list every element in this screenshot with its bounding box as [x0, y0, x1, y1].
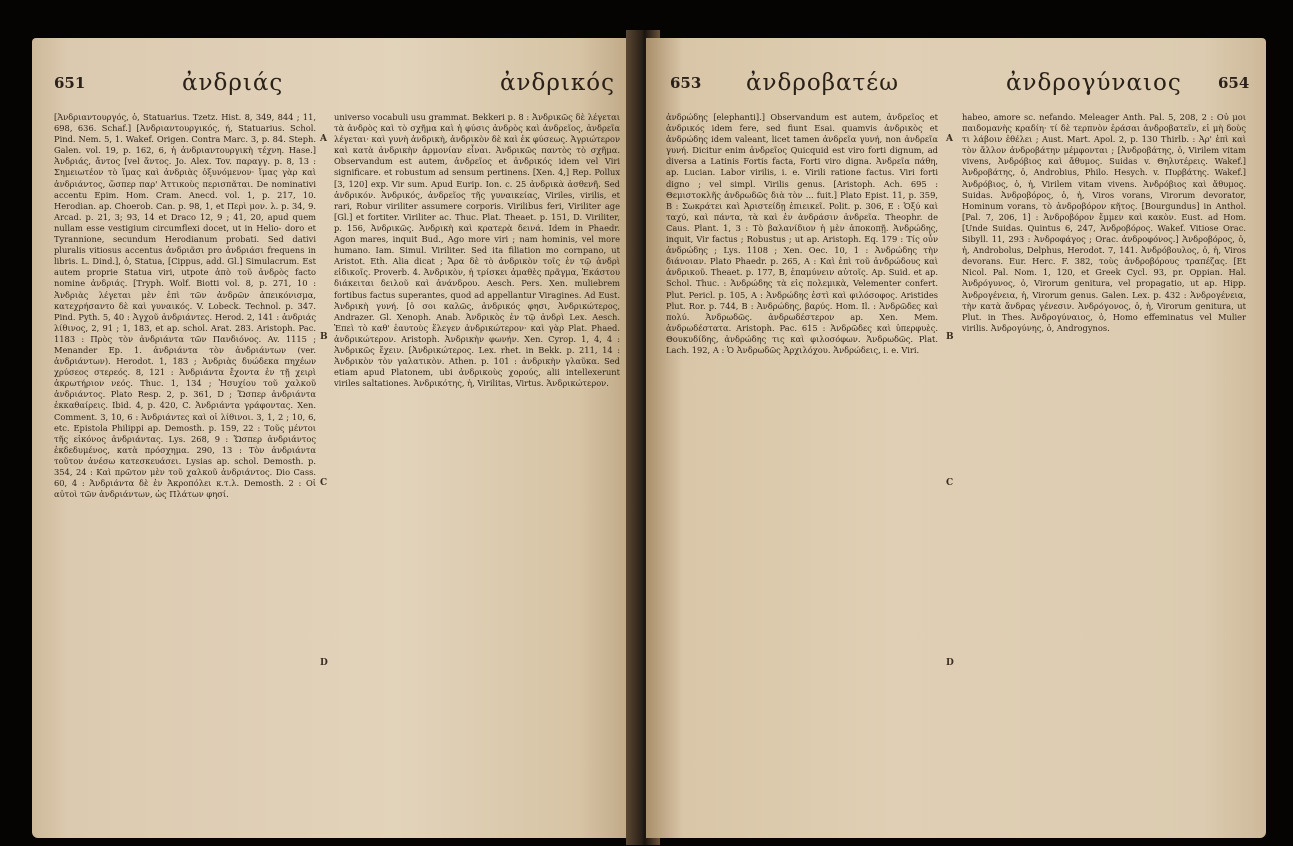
left-page [32, 38, 640, 838]
section-letter-b-right: B [946, 332, 954, 342]
page-number-right: 653 [670, 74, 702, 92]
column-b [334, 112, 620, 822]
page-number-left: 651 [54, 74, 86, 92]
page-number-right-2: 654 [1218, 74, 1250, 92]
section-letter-d-right: D [946, 658, 954, 668]
right-page [646, 38, 1266, 838]
section-letter-b: B [320, 332, 328, 342]
headword-right: ἀνδροβατέω [746, 70, 899, 96]
headword-left-2: ἀνδρικός [500, 70, 616, 96]
headword-right-2: ἀνδρογύναιος [1006, 70, 1182, 96]
section-letter-a-right: A [946, 134, 953, 144]
column-b-text: universo vocabuli usu grammat. Bekkeri p. 8 : Ἀνδρικῶς δὲ λέγεται τὰ ἀνδρὸς καὶ τὸ σχῆμα καὶ ἡ φύσις ἀνδρὸς καὶ ἀνδρεῖος, ἀνδρεῖα λέγεται· καὶ γυνὴ ἀνδρικὴ, ἀνδρικὸν δὲ καὶ ἐκ φύσεως. Ἀγριώτερον καὶ κατὰ ἀνδρικὴν ἁρμονίαν εἶναι. Ἀνδρικῶς παντὸς τὸ σχῆμα. Observandum est autem, ἀνδρεῖος et ἀνδρικός idem vel Viri significare. et robustum ad sensum pertinens. [Xen. 4,] Rep. Pollux [3, 120] exp. Vir sum. Apud Eurip. Ion. c. 25 ἀνδρικὰ ἀσθενῆ. Sed ἀνδρικόν. Ἀνδρικός, ἀνδρεῖος τῆς γυναικείας, Viriles, virilis, et rari, Robur viriliter assumere corporis. Virilibus feri, Viriliter age [Gl.] et fortiter. Viriliter ac. Thuc. Plat. Theaet. p. 151, D. Viriliter, p. 156, Ἀνδρικῶς. Ἀνδρικὴ καὶ κρατερὰ δεινά. Idem in Phaedr. Agon mares, inquit Bud., Ago more viri ; nam hominis, vel more humano. Iam. Simul. Viriliter. Sed ita filiation mo cornpano, ut Aristot. Eth. Alia dicat ; Ἄρα δὲ τὸ ἀνδρικὸν τοῖς ἐν τῷ ἀνδρὶ εἰδικοῖς. Proverb. 4. Ἀνδρικὸν, ἡ τρίσκει ἀμαθὲς πρᾶγμα, Ἑκάστου διάκειται δειλοῦ καὶ ἀνάνδρου. Aesch. Pers. Xen. muliebrem fortibus factus superantes, quod ad appellantur Viragines. Ad Eust. Ἀνδρικὴ γυνή. [ὁ σοι καλῶς, ἀνδρικός φησι, Ἀνδρικώτερος, Andrazer. Gl. Xenoph. Anab. Ἀνδρικὸς ἐν τῷ ἀνδρὶ Lex. Aesch. Ἐπεὶ τὸ καθ' ἑαυτοὺς ἕλεγεν ἀνδρικώτερον· καὶ γὰρ Plat. Phaed. ἀνδρικώτερον. Aristoph. Ἀνδρικὴν φωνήν. Xen. Cyrop. 1, 4, 4 : Ἀνδρικῶς ἔχειν. [Ἀνδρικώτερος. Lex. rhet. in Bekk. p. 211, 14 : Ἀνδρικὸν τὸν γαλατικὸν. Athen. p. 101 : ἀνδρικὴν γλαῦκα. Sed etiam apud Platonem, ubi ἀνδρικοὺς χορούς, alii intellexerunt viriles saltationes. Ἀνδρικότης, ἡ, Virilitas, Virtus. Ἀνδρικώτερον. [334, 112, 620, 389]
section-letter-d: D [320, 658, 328, 668]
column-a [54, 112, 316, 822]
column-c [666, 112, 938, 822]
right-page-header [646, 70, 1266, 104]
column-d [962, 112, 1246, 822]
section-letter-c-right: C [946, 478, 954, 488]
column-a-text: [Ἀνδριαντουργός, ὁ, Statuarius. Tzetz. Hist. 8, 349, 844 ; 11, 698, 636. Schaf.] [Ἀνδριαντουργικός, ή, Statuarius. Schol. Pind. Nem. 5, 1. Wakef. Origen. Contra Marc. 3, p. 84. Steph. Galen. vol. 19, p. 162, 6, ἡ ἀνδριαντουργικὴ τέχνη. Hase.] Ἀνδριάς, ἄντος [vel ἄντος. Jo. Alex. Tov. παραγγ. p. 8, 13 : Σημειωτέον τὸ ἴμας καὶ ἀνδριὰς ὀξυνόμενον· ἴμας γὰρ καὶ ἀνδριάντος, ὥσπερ παρ' Ἀττικοὺς περισπᾶται. De nominativi accentu Epim. Hom. Cram. Anecd. vol. 1, p. 217, 10. Herodian. ap. Choerob. Can. p. 98, 1, et Περὶ μον. λ. p. 34, 9. Arcad. p. 21, 3; 93, 14 et Draco 12, 9 ; 41, 20, apud quem nullam esse vestigium circumflexi docet, ut in Helio- doro et Tyrannione, secundum Herodianum probati. Sed dativi pluralis vitiosus accentus ἀνδριᾶσι pro ἀνδριάσι frequens in libris. L. Dind.], ὁ, Statua, [Cippus, add. Gl.] Simulacrum. Est autem proprie Statua viri, utpote ἀπὸ τοῦ ἀνδρὸς facto nomine ἀνδριάς. [Tryph. Wolf. Biotti vol. 8, p. 271, 10 : Ἀνδριὰς λέγεται μὲν ἐπὶ τῶν ἀνδρῶν ἀπεικόνισμα, κατεχρήσαντο δὲ καὶ γυναικός. V. Lobeck. Technol. p. 347. Pind. Pyth. 5, 40 : Ἀγχοῦ ἀνδριάντες. Herod. 2, 141 : ἀνδριάς λίθινος, 2, 91 ; 1, 183, et ap. schol. Arat. 283. Aristoph. Pac. 1183 : Πρὸς τὸν ἀνδριάντα τῶν Πανδιόνος. Av. 1115 ; Menander Ep. 1. ἀνδριάντα τὸν ἀνδριάντων (ver. ἀνδριάντων). Herodot. 1, 183 ; Ἀνδριὰς δυώδεκα πηχέων χρύσεος στερεός. 8, 121 : Ἀνδριάντα ἔχοντα ἐν τῇ χειρὶ ἀκρωτήριον νεός. Thuc. 1, 134 ; Ἡσυχίου τοῦ χαλκοῦ ἀνδριάντος. Plato Resp. 2, p. 361, D ; Ὥσπερ ἀνδριάντα ἐκκαθαίρεις. Ibid. 4, p. 420, C. Ἀνδριάντα γράφοντας. Xen. Comment. 3, 10, 6 : Ἀνδριάντες καὶ οἱ λίθινοι. 3, 1, 2 ; 10, 6, etc. Epistola Philippi ap. Demosth. p. 159, 22 : Τοῦς μέντοι τῆς εἰκόνος ἀνδριάντας. Lys. 268, 9 : Ὥσπερ ἀνδριάντος ἐκδεδυμένος, κατὰ πρόσχημα. 290, 13 : Τὸν ἀνδριάντα τοῦτον ἀνέσω κατεσκευάσει. Lysias ap. schol. Demosth. p. 354, 24 : Καὶ πρῶτον μὲν τοῦ χαλκοῦ ἀνδριάντος. Dio Cass. 60, 4 : Ἀνδριάντα δὲ ἐν Ἀκροπόλει κ.τ.λ. Demosth. 2 : Οἱ αὐτοὶ τῶν ἀνδριάντων, ὡς Πλάτων φησί. [54, 112, 316, 500]
section-letter-a: A [320, 134, 327, 144]
section-letter-c: C [320, 478, 328, 488]
column-d-text: habeo, amore sc. nefando. Meleager Anth. Pal. 5, 208, 2 : Οὐ μοι παιδομανὴς κραδίη· τί δὲ τερπνὸν ἐράσαι ἀνδροβατεῖν, εἰ μὴ δοὺς τι λάβοιν ἐθέλει ; Aust. Mart. Apol. 2, p. 130 Thirlb. : Ἀρ' ἐπὶ καὶ τὸν ἄλλον ἀνδροβάτην μέμφονται ; [Ἀνδροβάτης, ὁ, Virilem vitam vivens, Ἀνδρόβιος καὶ ἄθυμος. Suidas v. Θηλυτέρεις. Wakef.] Ἀνδροβάτης, ὁ, Androbius, Philo. Hesych. v. Πυρβάτης. Wakef.] Ἀνδρόβιος, ὁ, ἡ, Virilem vitam vivens. Ἀνδρόβιος καὶ ἄθυμος. Suidas. Ἀνδροβόρος, ὁ, ἡ, Viros vorans, Virorum devorator, Hominum vorans, τὸ ἀνδροβόρον κῆτος. [Bourgundus] in Anthol. [Pal. 7, 206, 1] : Ἀνδροβόρον ἔμμεν καὶ κακὸν. Eust. ad Hom. [Unde Suidas. Quintus 6, 247, Ἀνδροβόρος. Wakef. Vitiose Orac. Sibyll. 11, 293 : Ἀνδροφάγος ; Orac. ἀνδροφόνος.] Ἀνδροβόρος, ὁ, ἡ, Androbolus, Delphus, Herodot. 7, 141. Ἀνδρόβουλος, ὁ, ἡ, Viros devorans. Eur. Herc. F. 382, τοὺς ἀνδροβόρους τραπέζας. [Et Nicol. Pal. Nom. 1, 120, et Greek Cycl. 93, pr. Oppian. Hal. Ἀνδρόγυνος, ὁ, Virorum genitura, vel propagatio, ut ap. Hipp. Ἀνδρογένεια, ἡ, Virorum genus. Galen. Lex. p. 432 : Ἀνδρογένεια, τὴν κατὰ ἄνδρας γένεσιν. Ἀνδρόγονος, ὁ, ἡ, Virorum genitura, ut Plut. in Thes. Ἀνδρογύναιος, ὁ, Homo effeminatus vel Mulier virilis. Ἀνδρογύνης, ὁ, Androgynos. [962, 112, 1246, 333]
headword-left: ἀνδριάς [182, 70, 284, 96]
column-c-text: ἀνδρώδης [elephanti].] Observandum est autem, ἀνδρεῖος et ἀνδρικός idem fere, sed fiunt Esai. quamvis ἀνδρικὸς et ἀνδρώδης idem valeant, licet tamen ἀνδρεῖα γυνή, non ἀνδρεῖα γυνή. Dicitur enim ἀνδρεῖος Quicquid est viro forti dignum, ad diversa a Latinis Fortis facta, Forti viro digna. Ἀνδρεῖα πάθη, ap. Lucian. Labor virilis, i. e. Virili ratione factus. Viri forti digno ; vel simpl. Virilis genus. [Aristoph. Ach. 695 : Θεμιστοκλῆς ἀνδρωδῶς διὰ τὸν ... fuit.] Plato Epist. 11, p. 359, B : Σωκράτει καὶ Ἀριστείδῃ ἐπιεικεῖ. Polit. p. 306, E : Ὁξύ καὶ ταχύ, καὶ πάντα, τὰ καὶ ἐν ἀνδράσιν ἀνδρεῖα. Theophr. de Caus. Plant. 1, 3 : Τὸ βαλανίδιον ἡ μὲν ἀποκοπῇ. Ἀνδρώδης, inquit, Vir factus ; Robustus ; ut ap. Aristoph. Eq. 179 : Τίς οὖν ἀνδρώδης ; Lys. 1108 ; Xen. Oec. 10, 1 : Ἀνδρώδης τὴν διάνοιαν. Plato Phaedr. p. 265, A : Καὶ ἐπὶ τοῦ ἀνδρώδους καὶ ἀνδρικοῦ. Theaet. p. 177, B, ἐπαμύνειν αὐτοῖς. Ap. Suid. et ap. Schol. Thuc. : Ἀνδρώδης τὰ εἰς πολεμικὰ, Velementer confert. Plut. Pericl. p. 105, A : Ἀνδρώδης ἐστὶ καὶ φιλόσοφος. Aristides Plut. Ror. p. 744, B : Ἀνδρώδης, βαρύς. Hom. Il. : Ἀνδρῶδες καὶ πολύ. Ἀνδρωδῶς. ἀνδρωδέστερον ap. Xen. Mem. ἀνδρωδέστατα. Aristoph. Pac. 615 : Ἀνδρῶδες καὶ ὑπερφυὲς. Θουκυδίδης, ἀνδρώδης τις καὶ φιλοσόφων. Ἀνδρωδῶς. Plat. Lach. 192, A : Ὁ Ἀνδρωδῶς Ἀρχιλόχου. Ἀνδρώδεις, i. e. Viri. [666, 112, 938, 355]
left-page-header [32, 70, 640, 104]
